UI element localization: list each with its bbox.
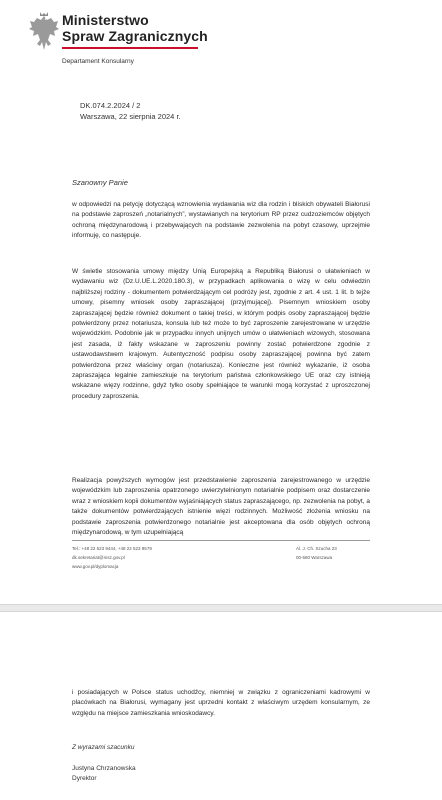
department-name: Departament Konsularny <box>62 58 134 65</box>
paragraph-3: Realizacja powyższych wymogów jest przedstawienie zaproszenia zarejestrowanego w urzędzie wojewódzkim lub zaproszenia opatrzonego uwierzytelnionym notarialnie podpisem oraz dostarczenie wraz z wnioskiem kopii dokumentów wyjaśniających status zapraszającego, np. zezwolenia na pobyt, a także dokumentów potwierdzających istnienie więzi rodzinnych. Możliwość złożenia wniosku na podstawie zaproszenia potwierdzonego notarialnie jest akceptowana dla osób objętych ochroną międzynarodową, w tym uzupełniającą <box>72 477 370 537</box>
paragraph-2: W świetle stosowania umowy między Unią Europejską a Republiką Białorusi o ułatwieniach w wydawaniu wiz (Dz.U.UE.L.2020.180.3), w przypadkach aplikowania o wizę w celu odwiedzin najbliższej rodziny - dokumentem potwierdzającym cel podróży jest, zgodnie z art. 4 ust. 1 lit. b tejże umowy, pisemny wniosek osoby zapraszającej (przyjmującej). Pisemnym wnioskiem osoby zapraszającej będzie również dokument o takiej treści, w którym podpis osoby zapraszającej będzie potwierdzony przez notariusza, konsula lub też może to być zaproszenie zarejestrowane w urzędzie wojewódzkim. Podobnie jak w przypadku innych unijnych umów o ułatwieniach wizowych, stosowana jest zasada, iż fakty wskazane w zaproszeniu powinny zostać potwierdzone zgodnie z ustawodawstwem krajowym. Autentyczność podpisu osoby zapraszającej powinna być zatem potwierdzona przez właściwy organ (notariusza). Konieczne jest również wykazanie, iż osoba zapraszająca legalnie zamieszkuje na terytorium państwa członkowskiego UE oraz czy istnieją wskazane więzy rodzinne, gdyż tylko osoby spełniające te warunki mogą korzystać z uproszczonej procedury zaproszenia. <box>72 268 370 400</box>
signatory-name: Justyna Chrzanowska <box>72 765 136 772</box>
footer-phone: Tel.: +48 22 523 9444, +48 22 523 9579 <box>72 546 152 551</box>
reference-number: DK.074.2.2024 / 2 <box>80 101 141 110</box>
paragraph-1: w odpowiedzi na petycję dotyczącą wznowienia wydawania wiz dla rodzin i bliskich obywateli Białorusi na podstawie zaproszeń „notarialnych”, wystawianych na terytorium RP przez cudzoziemców objętych ochroną międzynarodową i przebywających na podstawie zezwolenia na pobyt czasowy, uprzejmie informuję, co następuje. <box>72 201 370 240</box>
ministry-line-2: Spraw Zagranicznych <box>62 28 208 44</box>
footer-email[interactable]: dk.sekretariat@msz.gov.pl <box>72 555 125 560</box>
signatory-title: Dyrektor <box>72 775 97 782</box>
polish-eagle-emblem-icon <box>28 10 60 54</box>
footer-contact <box>72 544 152 571</box>
paragraph-4: i posiadających w Polsce status uchodźcy, niemniej w związku z ograniczeniami kadrowymi w placówkach na Białorusi, wymagany jest uprzedni kontakt z właściwym urzędem konsularnym, ze względu na miejsce zamieszkania wnioskodawcy. <box>72 689 370 717</box>
footer-address <box>296 544 337 562</box>
page-break <box>0 604 442 612</box>
place-date: Warszawa, 22 sierpnia 2024 r. <box>80 112 181 121</box>
footer-divider <box>72 540 370 541</box>
footer-city: 00-580 Warszawa <box>296 555 333 560</box>
signature-block <box>72 764 136 784</box>
closing-phrase: Z wyrazami szacunku <box>72 744 135 751</box>
ministry-name <box>62 12 208 44</box>
footer-street: Al. J. Ch. Szucha 23 <box>296 546 337 551</box>
greeting: Szanowny Panie <box>72 178 128 187</box>
ministry-line-1: Ministerstwo <box>62 12 149 28</box>
footer-website[interactable]: www.gov.pl/dyplomacja <box>72 564 119 569</box>
reference-block <box>80 100 181 122</box>
letterhead-accent-rule <box>62 47 198 49</box>
